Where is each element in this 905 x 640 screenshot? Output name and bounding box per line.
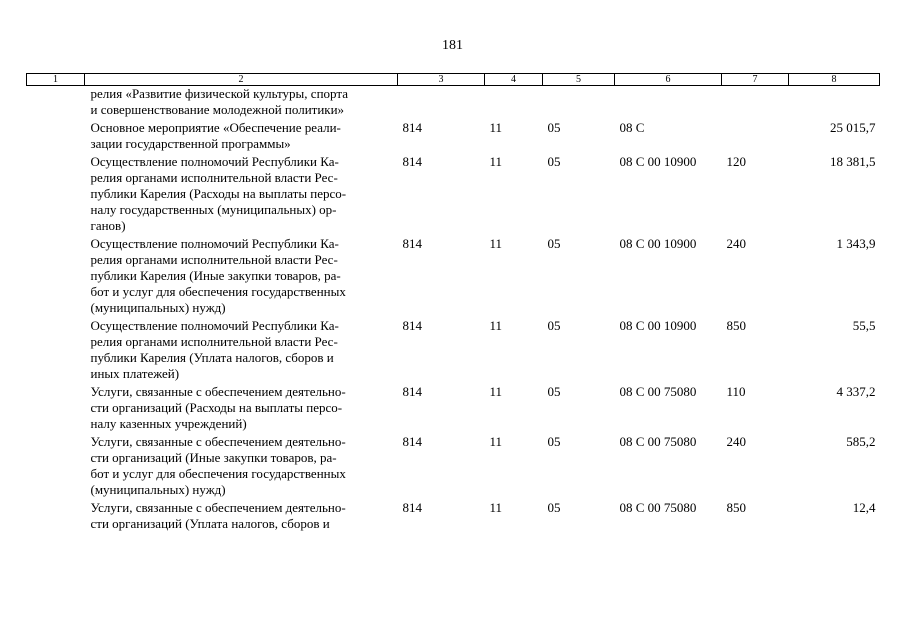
expense-name-cell <box>85 500 398 534</box>
subsection-code-cell <box>543 86 615 121</box>
column-header-3: 3 <box>398 74 485 86</box>
target-article-cell: 08 С <box>619 120 645 135</box>
target-article-cell: 08 С 00 75080 <box>619 384 697 399</box>
row-number-cell <box>27 500 85 534</box>
section-code-cell: 11 <box>489 120 503 135</box>
expense-name-cell <box>85 384 398 434</box>
expense-name-line: Услуги, связанные с обеспечением деятельно- <box>90 384 346 399</box>
table-row <box>27 86 880 121</box>
subsection-code-cell: 05 <box>547 500 561 515</box>
expense-type-cell: 850 <box>726 318 746 333</box>
column-header-6: 6 <box>615 74 722 86</box>
expense-name-line: публики Карелия (Иные закупки товаров, ра- <box>90 268 341 283</box>
amount-cell: 25 015,7 <box>830 120 876 135</box>
column-header-7: 7 <box>722 74 789 86</box>
table-row <box>27 236 880 318</box>
amount-cell: 12,4 <box>852 500 876 515</box>
target-article-cell <box>615 86 722 121</box>
section-code-cell: 11 <box>489 434 503 449</box>
grbs-code-cell: 814 <box>402 384 422 399</box>
table-row <box>27 434 880 500</box>
section-code-cell: 11 <box>489 236 503 251</box>
expense-name-line: релия органами исполнительной власти Рес- <box>90 334 338 349</box>
subsection-code-cell: 05 <box>547 384 561 399</box>
table-body <box>27 86 880 535</box>
expense-name-line: налу казенных учреждений) <box>90 416 247 431</box>
grbs-code-cell: 814 <box>402 236 422 251</box>
expense-name-line: налу государственных (муниципальных) ор- <box>90 202 337 217</box>
table-row <box>27 500 880 534</box>
expense-name-cell <box>85 120 398 154</box>
expense-name-line: Осуществление полномочий Республики Ка- <box>90 154 339 169</box>
row-number-cell <box>27 384 85 434</box>
row-number-cell <box>27 120 85 154</box>
grbs-code-cell: 814 <box>402 120 422 135</box>
subsection-code-cell: 05 <box>547 120 561 135</box>
grbs-code-cell: 814 <box>402 434 422 449</box>
section-code-cell: 11 <box>489 384 503 399</box>
expense-name-cell <box>85 318 398 384</box>
expense-name-line: сти организаций (Уплата налогов, сборов и <box>90 516 330 531</box>
column-header-4: 4 <box>485 74 543 86</box>
table-row <box>27 318 880 384</box>
expense-name-line: публики Карелия (Уплата налогов, сборов и <box>90 350 334 365</box>
expense-type-cell: 240 <box>726 434 746 449</box>
target-article-cell: 08 С 00 10900 <box>619 318 697 333</box>
row-number-cell <box>27 318 85 384</box>
expense-name-line: релия органами исполнительной власти Рес- <box>90 170 338 185</box>
grbs-code-cell: 814 <box>402 318 422 333</box>
column-header-1: 1 <box>27 74 85 86</box>
amount-cell: 1 343,9 <box>836 236 876 251</box>
expense-name-cell <box>85 236 398 318</box>
expense-name-cell <box>85 434 398 500</box>
expense-name-line: (муниципальных) нужд) <box>90 300 226 315</box>
expense-type-cell <box>722 86 789 121</box>
subsection-code-cell: 05 <box>547 154 561 169</box>
expense-name-line: релия «Развитие физической культуры, спорта <box>90 86 348 101</box>
amount-cell: 55,5 <box>852 318 876 333</box>
column-header-5: 5 <box>543 74 615 86</box>
row-number-cell <box>27 236 85 318</box>
section-code-cell <box>485 86 543 121</box>
budget-table <box>26 73 880 534</box>
expense-name-line: бот и услуг для обеспечения государственных <box>90 466 346 481</box>
expense-name-line: ганов) <box>90 218 126 233</box>
expense-type-cell <box>722 120 789 154</box>
row-number-cell <box>27 86 85 121</box>
expense-name-line: сти организаций (Расходы на выплаты персо- <box>90 400 343 415</box>
target-article-cell: 08 С 00 10900 <box>619 236 697 251</box>
table-row <box>27 154 880 236</box>
target-article-cell: 08 С 00 10900 <box>619 154 697 169</box>
amount-cell <box>789 86 880 121</box>
section-code-cell: 11 <box>489 318 503 333</box>
expense-name-cell <box>85 154 398 236</box>
expense-type-cell: 240 <box>726 236 746 251</box>
grbs-code-cell: 814 <box>402 500 422 515</box>
expense-name-line: (муниципальных) нужд) <box>90 482 226 497</box>
table-row <box>27 384 880 434</box>
expense-name-line: Осуществление полномочий Республики Ка- <box>90 236 339 251</box>
column-header-2: 2 <box>85 74 398 86</box>
expense-name-line: публики Карелия (Расходы на выплаты персо- <box>90 186 347 201</box>
expense-name-line: Осуществление полномочий Республики Ка- <box>90 318 339 333</box>
expense-name-line: Услуги, связанные с обеспечением деятельно- <box>90 500 346 515</box>
page-number: 181 <box>442 38 463 53</box>
expense-name-line: и совершенствование молодежной политики» <box>90 102 345 117</box>
amount-cell: 4 337,2 <box>836 384 876 399</box>
table-row <box>27 120 880 154</box>
expense-name-line: сти организаций (Иные закупки товаров, ра- <box>90 450 337 465</box>
expense-name-line: зации государственной программы» <box>90 136 291 151</box>
expense-name-cell <box>85 86 398 121</box>
target-article-cell: 08 С 00 75080 <box>619 434 697 449</box>
subsection-code-cell: 05 <box>547 434 561 449</box>
expense-type-cell: 850 <box>726 500 746 515</box>
grbs-code-cell <box>398 86 485 121</box>
expense-type-cell: 110 <box>726 384 746 399</box>
section-code-cell: 11 <box>489 500 503 515</box>
amount-cell: 18 381,5 <box>830 154 876 169</box>
expense-name-line: Основное мероприятие «Обеспечение реали- <box>90 120 341 135</box>
expense-name-line: бот и услуг для обеспечения государственных <box>90 284 346 299</box>
section-code-cell: 11 <box>489 154 503 169</box>
subsection-code-cell: 05 <box>547 236 561 251</box>
column-number-header-row <box>27 74 880 86</box>
grbs-code-cell: 814 <box>402 154 422 169</box>
expense-type-cell: 120 <box>726 154 746 169</box>
subsection-code-cell: 05 <box>547 318 561 333</box>
target-article-cell: 08 С 00 75080 <box>619 500 697 515</box>
amount-cell: 585,2 <box>846 434 876 449</box>
expense-name-line: релия органами исполнительной власти Рес- <box>90 252 338 267</box>
row-number-cell <box>27 154 85 236</box>
expense-name-line: Услуги, связанные с обеспечением деятельно- <box>90 434 346 449</box>
column-header-8: 8 <box>789 74 880 86</box>
row-number-cell <box>27 434 85 500</box>
expense-name-line: иных платежей) <box>90 366 180 381</box>
